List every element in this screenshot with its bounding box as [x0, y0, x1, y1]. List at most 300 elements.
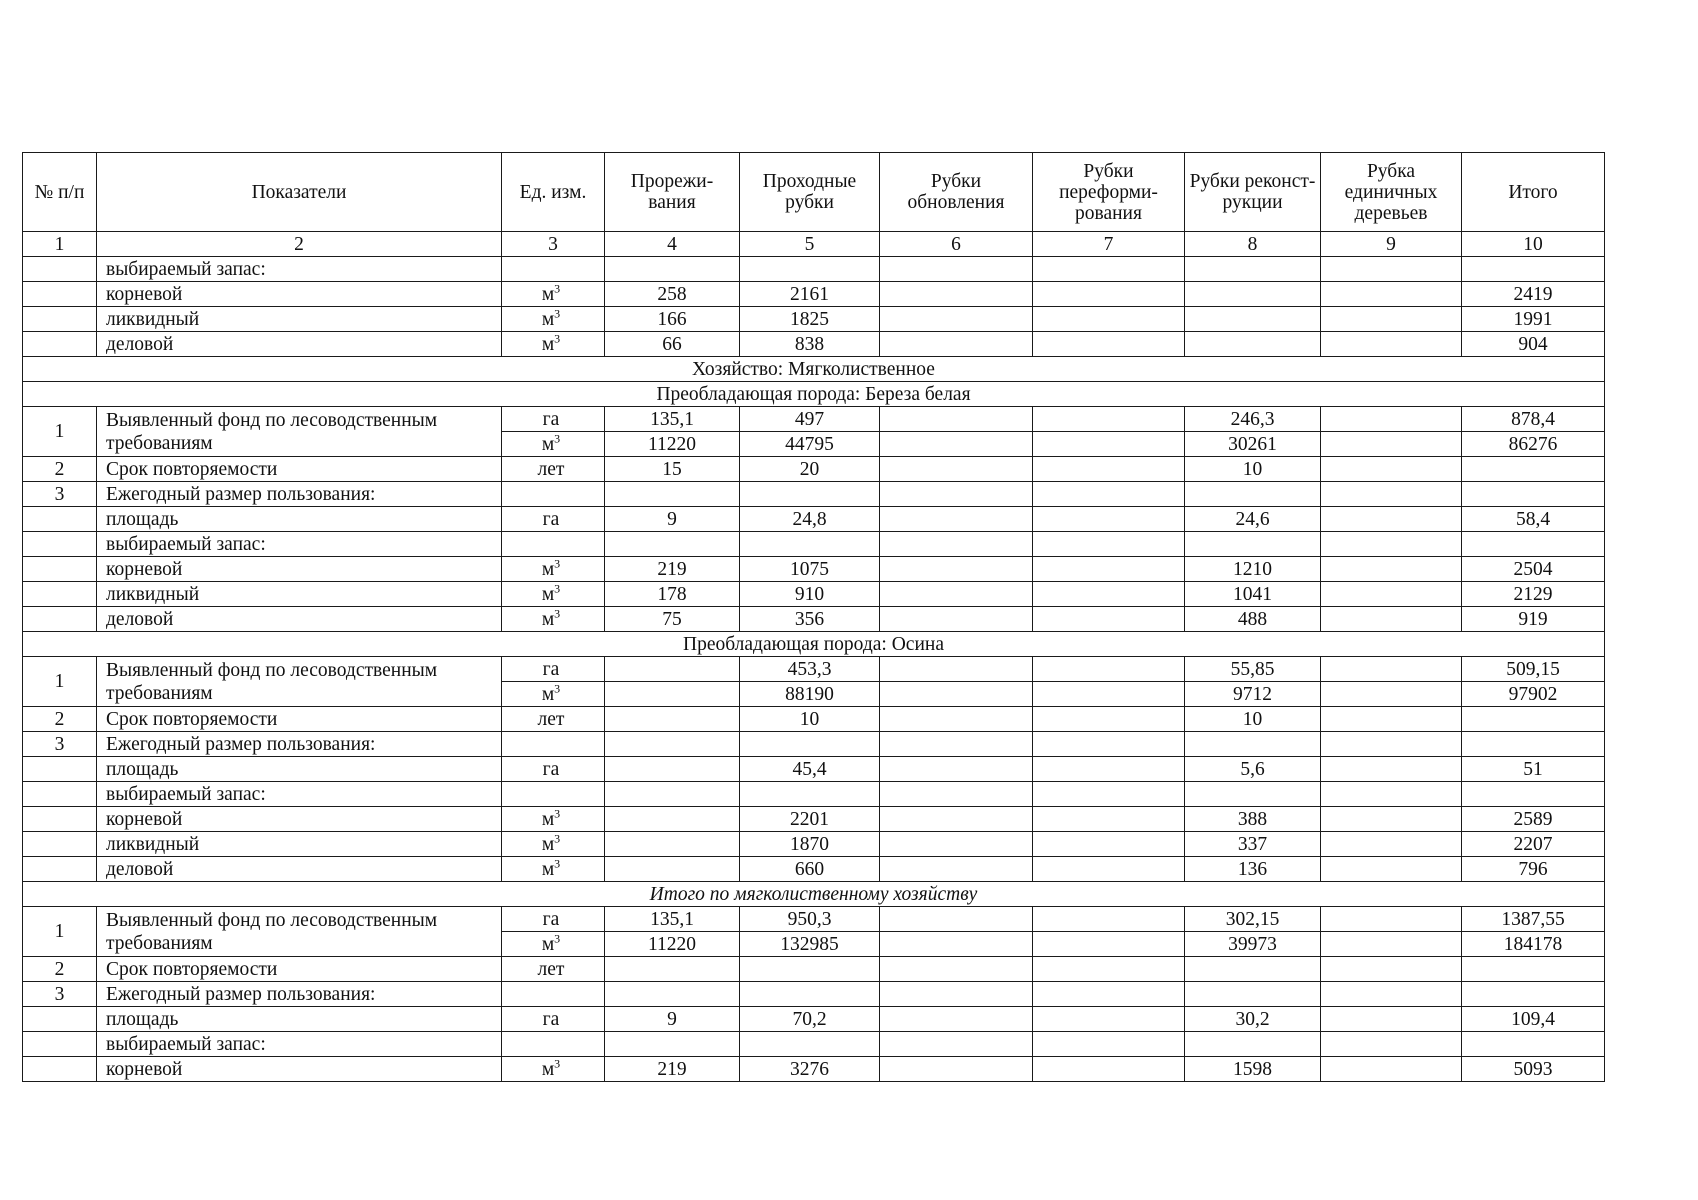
value-reformation-cut: [1033, 432, 1185, 457]
value-thinning: [605, 782, 740, 807]
unit-text: га: [542, 508, 560, 530]
value-reconstruction-cut: 39973: [1185, 932, 1321, 957]
value-single-tree-cut: [1321, 782, 1462, 807]
value-passage-cut: [740, 482, 880, 507]
table-row: [23, 507, 1605, 532]
value-passage-cut: 453,3: [740, 657, 880, 682]
column-number-3: 3: [502, 232, 605, 257]
value-renewal-cut: [880, 807, 1033, 832]
value-reformation-cut: [1033, 957, 1185, 982]
value-thinning: [605, 857, 740, 882]
value-passage-cut: [740, 532, 880, 557]
value-total: [1462, 982, 1605, 1007]
value-passage-cut: 660: [740, 857, 880, 882]
value-reformation-cut: [1033, 732, 1185, 757]
table-row: [23, 982, 1605, 1007]
value-thinning: 219: [605, 557, 740, 582]
value-thinning: [605, 732, 740, 757]
value-reformation-cut: [1033, 807, 1185, 832]
indicator-label: площадь: [97, 1007, 502, 1032]
value-renewal-cut: [880, 332, 1033, 357]
unit-cell: [502, 757, 605, 782]
value-single-tree-cut: [1321, 907, 1462, 932]
value-reformation-cut: [1033, 707, 1185, 732]
unit-text: м: [541, 433, 555, 455]
superscript-3: 3: [554, 581, 561, 595]
value-reformation-cut: [1033, 407, 1185, 432]
row-number: [23, 832, 97, 857]
row-number: [23, 532, 97, 557]
indicator-label: площадь: [97, 507, 502, 532]
value-passage-cut: 24,8: [740, 507, 880, 532]
section-heading: Хозяйство: Мягколиственное: [23, 357, 1605, 382]
value-single-tree-cut: [1321, 332, 1462, 357]
column-number-1: 1: [23, 232, 97, 257]
value-single-tree-cut: [1321, 257, 1462, 282]
table-row: [23, 757, 1605, 782]
value-reformation-cut: [1033, 507, 1185, 532]
value-reconstruction-cut: [1185, 532, 1321, 557]
value-total: 2129: [1462, 582, 1605, 607]
value-passage-cut: 497: [740, 407, 880, 432]
value-single-tree-cut: [1321, 982, 1462, 1007]
row-number: 1: [23, 657, 97, 707]
indicator-label: выбираемый запас:: [97, 1032, 502, 1057]
value-reconstruction-cut: 10: [1185, 707, 1321, 732]
indicator-label: Выявленный фонд по лесоводственным требованиям: [97, 907, 502, 957]
value-renewal-cut: [880, 532, 1033, 557]
unit-cell: [502, 557, 605, 582]
value-renewal-cut: [880, 582, 1033, 607]
superscript-3: 3: [554, 831, 561, 845]
value-single-tree-cut: [1321, 432, 1462, 457]
value-passage-cut: 838: [740, 332, 880, 357]
value-passage-cut: 44795: [740, 432, 880, 457]
unit-text: м: [541, 333, 555, 355]
value-total: [1462, 707, 1605, 732]
row-number: 2: [23, 957, 97, 982]
table-row: [23, 707, 1605, 732]
value-reformation-cut: [1033, 782, 1185, 807]
value-reconstruction-cut: 302,15: [1185, 907, 1321, 932]
value-reconstruction-cut: 337: [1185, 832, 1321, 857]
value-reconstruction-cut: [1185, 257, 1321, 282]
value-thinning: 9: [605, 507, 740, 532]
unit-text: м: [541, 583, 555, 605]
value-reconstruction-cut: 10: [1185, 457, 1321, 482]
unit-text: м: [541, 833, 555, 855]
value-total: [1462, 457, 1605, 482]
table-row: [23, 332, 1605, 357]
row-number: 2: [23, 457, 97, 482]
value-thinning: [605, 682, 740, 707]
unit-cell: [502, 332, 605, 357]
superscript-3: 3: [554, 856, 561, 870]
value-passage-cut: [740, 1032, 880, 1057]
unit-text: м: [541, 1058, 555, 1080]
column-number-4: 4: [605, 232, 740, 257]
unit-text: лет: [537, 958, 565, 980]
value-total: 58,4: [1462, 507, 1605, 532]
value-passage-cut: 20: [740, 457, 880, 482]
value-single-tree-cut: [1321, 407, 1462, 432]
value-passage-cut: [740, 782, 880, 807]
indicator-label: ликвидный: [97, 307, 502, 332]
section-heading: Преобладающая порода: Береза белая: [23, 382, 1605, 407]
value-renewal-cut: [880, 1007, 1033, 1032]
value-thinning: 15: [605, 457, 740, 482]
indicator-label: площадь: [97, 757, 502, 782]
column-number-7: 7: [1033, 232, 1185, 257]
value-reconstruction-cut: [1185, 1032, 1321, 1057]
value-total: 97902: [1462, 682, 1605, 707]
column-number-9: 9: [1321, 232, 1462, 257]
indicator-label: выбираемый запас:: [97, 532, 502, 557]
value-single-tree-cut: [1321, 582, 1462, 607]
superscript-3: 3: [554, 281, 561, 295]
value-thinning: 66: [605, 332, 740, 357]
indicator-label: корневой: [97, 807, 502, 832]
unit-cell: [502, 282, 605, 307]
value-thinning: [605, 957, 740, 982]
header-indicator: Показатели: [97, 153, 502, 232]
unit-text: лет: [537, 458, 565, 480]
value-reconstruction-cut: 1041: [1185, 582, 1321, 607]
unit-text: га: [542, 1008, 560, 1030]
unit-cell: [502, 482, 605, 507]
value-renewal-cut: [880, 1032, 1033, 1057]
value-passage-cut: [740, 957, 880, 982]
value-thinning: 75: [605, 607, 740, 632]
superscript-3: 3: [554, 306, 561, 320]
value-thinning: 135,1: [605, 907, 740, 932]
section-heading: Итого по мягколиственному хозяйству: [23, 882, 1605, 907]
value-total: [1462, 732, 1605, 757]
row-number: 2: [23, 707, 97, 732]
table-row: [23, 307, 1605, 332]
unit-cell: [502, 432, 605, 457]
table-row: [23, 1007, 1605, 1032]
unit-text: га: [542, 758, 560, 780]
value-passage-cut: 45,4: [740, 757, 880, 782]
table-row: [23, 1057, 1605, 1082]
table-row: [23, 732, 1605, 757]
unit-text: м: [541, 683, 555, 705]
indicator-label: Ежегодный размер пользования:: [97, 732, 502, 757]
table-row: [23, 257, 1605, 282]
value-single-tree-cut: [1321, 707, 1462, 732]
value-renewal-cut: [880, 757, 1033, 782]
value-renewal-cut: [880, 782, 1033, 807]
column-number-6: 6: [880, 232, 1033, 257]
value-single-tree-cut: [1321, 1032, 1462, 1057]
indicator-label: Ежегодный размер пользования:: [97, 482, 502, 507]
value-reconstruction-cut: [1185, 332, 1321, 357]
section-heading-row: [23, 382, 1605, 407]
value-passage-cut: 2201: [740, 807, 880, 832]
value-thinning: [605, 832, 740, 857]
value-reconstruction-cut: [1185, 732, 1321, 757]
row-number: 3: [23, 482, 97, 507]
row-number: [23, 257, 97, 282]
indicator-label: деловой: [97, 857, 502, 882]
value-total: 2504: [1462, 557, 1605, 582]
unit-text: лет: [537, 708, 565, 730]
value-reformation-cut: [1033, 582, 1185, 607]
value-renewal-cut: [880, 482, 1033, 507]
unit-cell: [502, 907, 605, 932]
value-reformation-cut: [1033, 557, 1185, 582]
table-row: [23, 532, 1605, 557]
value-reformation-cut: [1033, 307, 1185, 332]
unit-cell: [502, 307, 605, 332]
table-row: [23, 482, 1605, 507]
indicator-label: Срок повторяемости: [97, 457, 502, 482]
unit-text: га: [542, 408, 560, 430]
value-renewal-cut: [880, 557, 1033, 582]
value-passage-cut: 1870: [740, 832, 880, 857]
value-thinning: 178: [605, 582, 740, 607]
unit-cell: [502, 507, 605, 532]
row-number: [23, 1032, 97, 1057]
unit-text: м: [541, 858, 555, 880]
value-total: [1462, 957, 1605, 982]
value-total: 51: [1462, 757, 1605, 782]
unit-text: м: [541, 308, 555, 330]
table-row: [23, 907, 1605, 932]
value-passage-cut: 356: [740, 607, 880, 632]
value-thinning: [605, 657, 740, 682]
unit-text: м: [541, 808, 555, 830]
indicator-label: выбираемый запас:: [97, 257, 502, 282]
unit-cell: [502, 582, 605, 607]
value-passage-cut: 1075: [740, 557, 880, 582]
header-thinning: Прорежи-вания: [605, 153, 740, 232]
header-unit: Ед. изм.: [502, 153, 605, 232]
indicator-label: корневой: [97, 557, 502, 582]
superscript-3: 3: [554, 806, 561, 820]
unit-text: м: [541, 608, 555, 630]
value-reconstruction-cut: 1598: [1185, 1057, 1321, 1082]
value-thinning: 258: [605, 282, 740, 307]
table-row: [23, 582, 1605, 607]
value-reformation-cut: [1033, 257, 1185, 282]
row-number: 3: [23, 732, 97, 757]
row-number: 1: [23, 907, 97, 957]
value-thinning: [605, 482, 740, 507]
value-renewal-cut: [880, 832, 1033, 857]
value-passage-cut: 70,2: [740, 1007, 880, 1032]
value-thinning: 166: [605, 307, 740, 332]
value-reconstruction-cut: 55,85: [1185, 657, 1321, 682]
value-reformation-cut: [1033, 607, 1185, 632]
row-number: [23, 557, 97, 582]
unit-cell: [502, 257, 605, 282]
unit-text: м: [541, 933, 555, 955]
value-reformation-cut: [1033, 457, 1185, 482]
value-total: 509,15: [1462, 657, 1605, 682]
table-row: [23, 282, 1605, 307]
row-number: [23, 332, 97, 357]
forest-use-table: [22, 152, 1605, 1082]
superscript-3: 3: [554, 1056, 561, 1070]
value-thinning: [605, 532, 740, 557]
value-passage-cut: [740, 732, 880, 757]
value-renewal-cut: [880, 507, 1033, 532]
value-reformation-cut: [1033, 682, 1185, 707]
value-thinning: [605, 807, 740, 832]
table-row: [23, 857, 1605, 882]
value-renewal-cut: [880, 607, 1033, 632]
value-reformation-cut: [1033, 1032, 1185, 1057]
value-single-tree-cut: [1321, 307, 1462, 332]
value-reconstruction-cut: 246,3: [1185, 407, 1321, 432]
value-total: 878,4: [1462, 407, 1605, 432]
value-renewal-cut: [880, 707, 1033, 732]
column-number-5: 5: [740, 232, 880, 257]
value-reconstruction-cut: 30261: [1185, 432, 1321, 457]
table-row: [23, 782, 1605, 807]
unit-cell: [502, 407, 605, 432]
row-number: [23, 1007, 97, 1032]
value-renewal-cut: [880, 982, 1033, 1007]
section-heading-row: [23, 882, 1605, 907]
value-renewal-cut: [880, 307, 1033, 332]
value-single-tree-cut: [1321, 832, 1462, 857]
value-thinning: [605, 707, 740, 732]
value-thinning: [605, 257, 740, 282]
column-number-8: 8: [1185, 232, 1321, 257]
value-reformation-cut: [1033, 532, 1185, 557]
header-reformation-cut: Рубки переформи-рования: [1033, 153, 1185, 232]
value-thinning: 135,1: [605, 407, 740, 432]
row-number: [23, 857, 97, 882]
value-single-tree-cut: [1321, 507, 1462, 532]
value-total: [1462, 1032, 1605, 1057]
table-row: [23, 607, 1605, 632]
value-single-tree-cut: [1321, 532, 1462, 557]
unit-cell: [502, 732, 605, 757]
table-row: [23, 832, 1605, 857]
unit-cell: [502, 607, 605, 632]
table-row: [23, 657, 1605, 682]
value-reformation-cut: [1033, 657, 1185, 682]
table-row: [23, 557, 1605, 582]
value-single-tree-cut: [1321, 482, 1462, 507]
row-number: [23, 607, 97, 632]
value-reconstruction-cut: 5,6: [1185, 757, 1321, 782]
table-row: [23, 457, 1605, 482]
row-number: [23, 282, 97, 307]
value-single-tree-cut: [1321, 557, 1462, 582]
value-renewal-cut: [880, 932, 1033, 957]
unit-cell: [502, 657, 605, 682]
value-reformation-cut: [1033, 1057, 1185, 1082]
value-reconstruction-cut: [1185, 982, 1321, 1007]
value-passage-cut: [740, 257, 880, 282]
value-single-tree-cut: [1321, 857, 1462, 882]
table-row: [23, 407, 1605, 432]
value-reformation-cut: [1033, 857, 1185, 882]
unit-cell: [502, 1057, 605, 1082]
value-reconstruction-cut: 24,6: [1185, 507, 1321, 532]
indicator-label: выбираемый запас:: [97, 782, 502, 807]
unit-text: га: [542, 908, 560, 930]
value-single-tree-cut: [1321, 807, 1462, 832]
value-total: 184178: [1462, 932, 1605, 957]
value-thinning: 11220: [605, 932, 740, 957]
value-total: 919: [1462, 607, 1605, 632]
section-heading: Преобладающая порода: Осина: [23, 632, 1605, 657]
value-reformation-cut: [1033, 757, 1185, 782]
indicator-label: ликвидный: [97, 582, 502, 607]
indicator-label: деловой: [97, 607, 502, 632]
value-renewal-cut: [880, 682, 1033, 707]
value-reformation-cut: [1033, 982, 1185, 1007]
value-renewal-cut: [880, 282, 1033, 307]
value-total: 2419: [1462, 282, 1605, 307]
unit-cell: [502, 1007, 605, 1032]
table-row: [23, 1032, 1605, 1057]
superscript-3: 3: [554, 606, 561, 620]
value-single-tree-cut: [1321, 682, 1462, 707]
indicator-label: корневой: [97, 1057, 502, 1082]
unit-text: м: [541, 283, 555, 305]
value-total: 2589: [1462, 807, 1605, 832]
value-passage-cut: 910: [740, 582, 880, 607]
value-reconstruction-cut: 1210: [1185, 557, 1321, 582]
unit-cell: [502, 982, 605, 1007]
value-renewal-cut: [880, 907, 1033, 932]
column-number-row: [23, 232, 1605, 257]
superscript-3: 3: [554, 431, 561, 445]
value-renewal-cut: [880, 407, 1033, 432]
value-single-tree-cut: [1321, 1057, 1462, 1082]
value-passage-cut: 10: [740, 707, 880, 732]
value-passage-cut: 88190: [740, 682, 880, 707]
indicator-label: деловой: [97, 332, 502, 357]
value-single-tree-cut: [1321, 732, 1462, 757]
row-number: [23, 757, 97, 782]
value-reconstruction-cut: 388: [1185, 807, 1321, 832]
value-renewal-cut: [880, 857, 1033, 882]
indicator-label: ликвидный: [97, 832, 502, 857]
value-single-tree-cut: [1321, 957, 1462, 982]
row-number: 3: [23, 982, 97, 1007]
unit-cell: [502, 1032, 605, 1057]
header-renewal-cut: Рубки обновления: [880, 153, 1033, 232]
value-passage-cut: 2161: [740, 282, 880, 307]
value-total: [1462, 482, 1605, 507]
indicator-label: Срок повторяемости: [97, 707, 502, 732]
value-passage-cut: 3276: [740, 1057, 880, 1082]
row-number: [23, 807, 97, 832]
value-passage-cut: 950,3: [740, 907, 880, 932]
indicator-label: Ежегодный размер пользования:: [97, 982, 502, 1007]
row-number: [23, 1057, 97, 1082]
value-reconstruction-cut: [1185, 782, 1321, 807]
value-renewal-cut: [880, 432, 1033, 457]
value-reformation-cut: [1033, 832, 1185, 857]
unit-cell: [502, 857, 605, 882]
value-reformation-cut: [1033, 932, 1185, 957]
indicator-label: корневой: [97, 282, 502, 307]
header-single-tree-cut: Рубка единичных деревьев: [1321, 153, 1462, 232]
value-passage-cut: 132985: [740, 932, 880, 957]
unit-cell: [502, 957, 605, 982]
value-total: 904: [1462, 332, 1605, 357]
value-thinning: 9: [605, 1007, 740, 1032]
